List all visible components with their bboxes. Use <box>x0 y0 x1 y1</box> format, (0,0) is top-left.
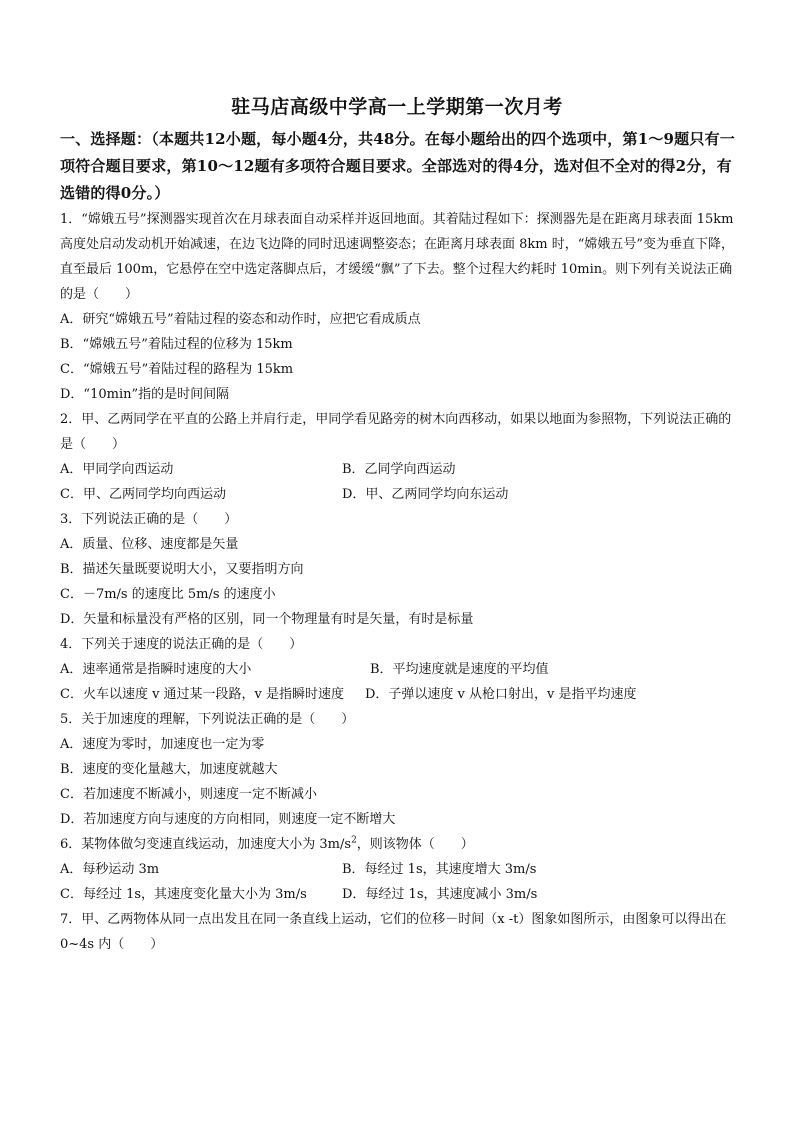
question-3-option-a: A．质量、位移、速度都是矢量 <box>60 537 239 552</box>
section-heading: 一、选择题：（本题共12小题，每小题4分，共48分。在每小题给出的四个选项中，第1～9题只有一项符合题目要求，第10～12题有多项符合题目要求。全部选对的得4分，选对但不全对的得2分，有选错的得0分。） <box>60 130 735 202</box>
question-1-option-b: B．“嫦娥五号”着陆过程的位移为 15km <box>60 337 293 352</box>
exam-title: 驻马店高级中学高一上学期第一次月考 <box>231 96 563 118</box>
question-4-option-a: A．速率通常是指瞬时速度的大小 <box>60 662 252 677</box>
question-4-option-b: B．平均速度就是速度的平均值 <box>370 662 549 677</box>
question-5-option-d: D．若加速度方向与速度的方向相同，则速度一定不断增大 <box>60 812 396 827</box>
question-4-option-d: D．子弹以速度 v 从枪口射出，v 是指平均速度 <box>365 687 637 702</box>
question-2-options-row-1 <box>60 457 736 482</box>
question-6-stem-exponent: 2 <box>351 835 357 846</box>
question-2-options-row-2 <box>60 482 736 507</box>
question-4-options-row-1 <box>60 657 736 682</box>
question-list <box>60 207 736 957</box>
question-6-option-c: C．每经过 1s，其速度变化量大小为 3m/s <box>60 887 307 902</box>
question-6-options-row-1 <box>60 857 736 882</box>
question-3-stem: 3．下列说法正确的是（ ） <box>60 512 238 527</box>
question-6-option-b: B．每经过 1s，其速度增大 3m/s <box>342 862 537 877</box>
question-6-option-d: D．每经过 1s，其速度减小 3m/s <box>342 887 538 902</box>
question-5-option-b: B．速度的变化量越大，加速度就越大 <box>60 762 278 777</box>
question-4-option-c: C．火车以速度 v 通过某一段路，v 是指瞬时速度 <box>60 687 345 702</box>
question-2-option-c: C．甲、乙两同学均向西运动 <box>60 487 226 502</box>
question-6-options-row-2 <box>60 882 736 907</box>
question-1-stem: 1．“嫦娥五号”探测器实现首次在月球表面自动采样并返回地面。其着陆过程如下：探测器先是在距离月球表面 15km 高度处启动发动机开始减速，在边飞边降的同时迅速调整姿态；在距离月球表面 8km 时，“嫦娥五号”变为垂直下降，直至最后 100m，它悬停在空中选定落脚点后，才缓缓“飘”了下去。整个过程大约耗时 10min。则下列有关说法正确的是（ ） <box>60 212 735 302</box>
question-2-option-a: A．甲同学向西运动 <box>60 462 174 477</box>
question-6-stem <box>60 832 736 857</box>
question-4-stem: 4．下列关于速度的说法正确的是（ ） <box>60 637 303 652</box>
question-1-option-a: A．研究“嫦娥五号”着陆过程的姿态和动作时，应把它看成质点 <box>60 312 421 327</box>
question-5-option-c: C．若加速度不断减小，则速度一定不断减小 <box>60 787 317 802</box>
question-2-option-d: D．甲、乙两同学均向东运动 <box>342 487 509 502</box>
question-1-option-c: C．“嫦娥五号”着陆过程的路程为 15km <box>60 362 294 377</box>
question-3-option-b: B．描述矢量既要说明大小，又要指明方向 <box>60 562 304 577</box>
question-7-stem: 7．甲、乙两物体从同一点出发且在同一条直线上运动，它们的位移－时间（x -t）图象如图所示，由图象可以得出在 0~4s 内（ ） <box>60 912 727 952</box>
question-6-option-a: A．每秒运动 3m <box>60 862 160 877</box>
question-3-option-d: D．矢量和标量没有严格的区别，同一个物理量有时是矢量，有时是标量 <box>60 612 474 627</box>
question-1-option-d: D．“10min”指的是时间间隔 <box>60 387 230 402</box>
question-5-stem: 5．关于加速度的理解，下列说法正确的是（ ） <box>60 712 355 727</box>
question-6-stem-tail: ，则该物体（ ） <box>356 837 474 852</box>
question-2-stem: 2．甲、乙两同学在平直的公路上并肩行走，甲同学看见路旁的树木向西移动，如果以地面为参照物，下列说法正确的是（ ） <box>60 412 732 452</box>
question-4-options-row-2 <box>60 682 736 707</box>
question-3-option-c: C．－7m/s 的速度比 5m/s 的速度小 <box>60 587 276 602</box>
question-5-option-a: A．速度为零时，加速度也一定为零 <box>60 737 265 752</box>
question-6-stem-main: 6．某物体做匀变速直线运动，加速度大小为 3m/s <box>60 837 352 852</box>
question-2-option-b: B．乙同学向西运动 <box>342 462 456 477</box>
